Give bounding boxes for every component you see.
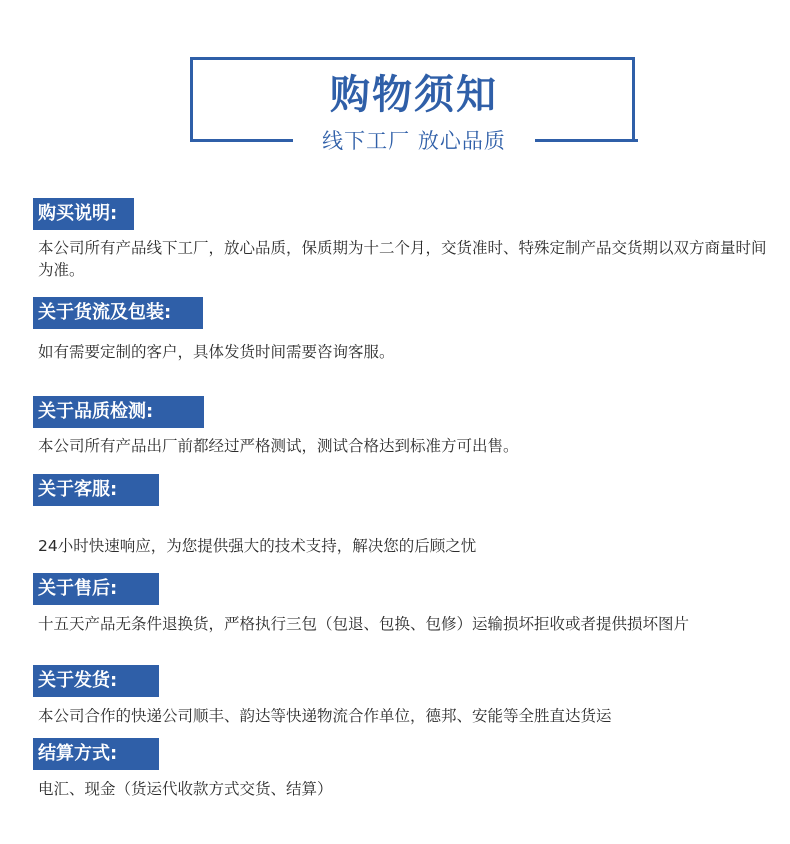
section-label-aftersales: 关于售后: (33, 573, 159, 605)
header-frame-bottom-left (190, 139, 293, 142)
section-text-shipping: 本公司合作的快递公司顺丰、韵达等快递物流合作单位，德邦、安能等全胜直达货运 (38, 707, 612, 725)
section-label-purchase: 购买说明: (33, 198, 134, 230)
page-title: 购物须知 (330, 72, 498, 118)
section-label-quality: 关于品质检测: (33, 396, 204, 428)
header-frame-bottom-right (535, 139, 638, 142)
section-text-service: 24小时快速响应，为您提供强大的技术支持，解决您的后顾之忧 (38, 537, 477, 555)
section-label-logistics: 关于货流及包装: (33, 297, 203, 329)
section-label-service: 关于客服: (33, 474, 159, 506)
section-label-payment: 结算方式: (33, 738, 159, 770)
section-label-shipping: 关于发货: (33, 665, 159, 697)
section-text-logistics: 如有需要定制的客户，具体发货时间需要咨询客服。 (38, 343, 395, 361)
section-text-quality: 本公司所有产品出厂前都经过严格测试，测试合格达到标准方可出售。 (38, 437, 519, 455)
section-text-purchase: 本公司所有产品线下工厂，放心品质，保质期为十二个月，交货准时、特殊定制产品交货期以双方商量时间为准。 (38, 239, 767, 279)
page-subtitle: 线下工厂 放心品质 (322, 129, 506, 153)
section-text-payment: 电汇、现金（货运代收款方式交货、结算） (38, 780, 333, 798)
section-text-aftersales: 十五天产品无条件退换货，严格执行三包（包退、包换、包修）运输损坏拒收或者提供损坏图片 (38, 615, 690, 633)
